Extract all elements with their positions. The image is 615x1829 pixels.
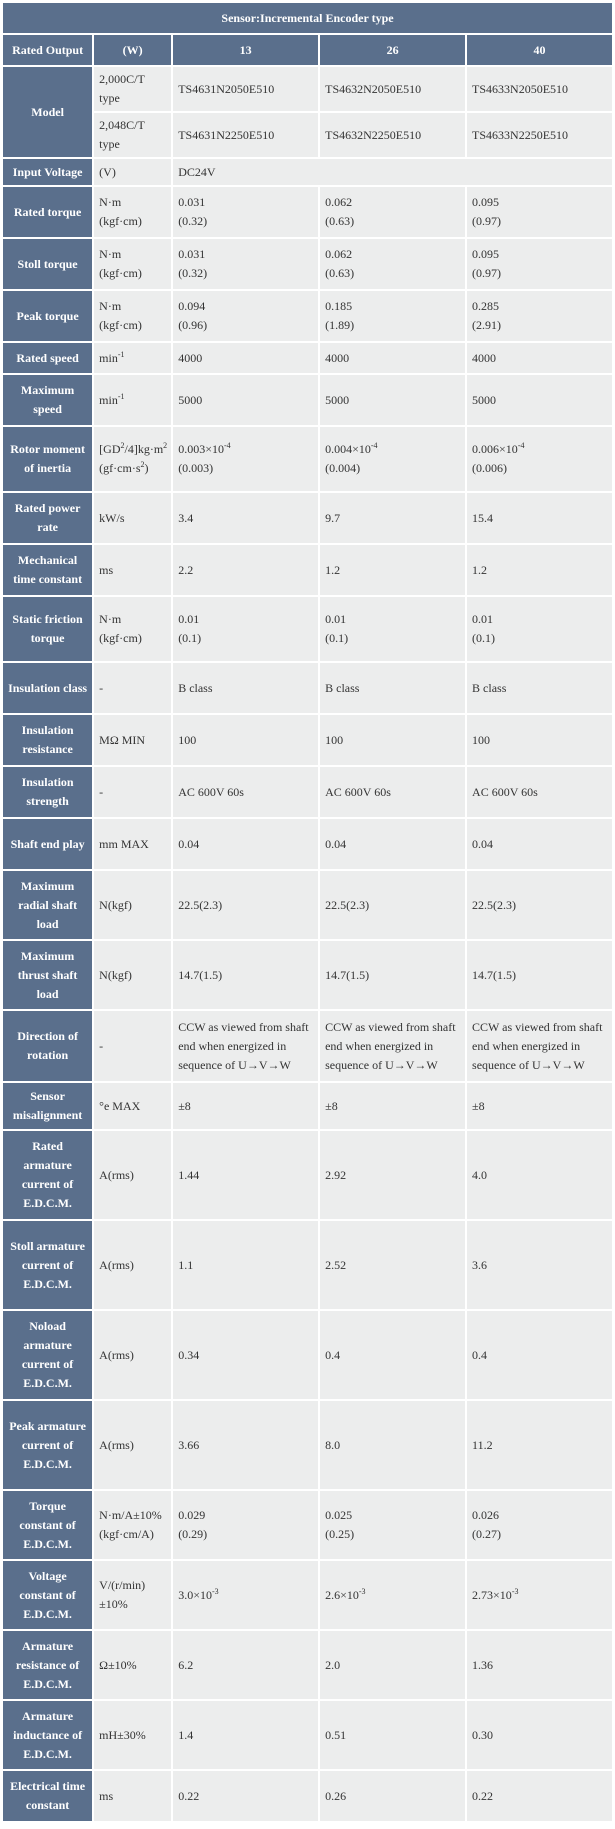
voltage-const-row (3, 1561, 612, 1629)
arm-inductance-row (3, 1701, 612, 1769)
ins-resistance-unit: MΩ MIN (94, 715, 171, 765)
header-col-26: 26 (320, 35, 465, 65)
rated-torque-label: Rated torque (3, 187, 92, 237)
rated-speed-26: 4000 (320, 343, 465, 373)
voltage-const-40: $2.73\times 10^{-3}$ (467, 1561, 612, 1629)
peak-torque-row (3, 291, 612, 341)
sensor-mis-13: ±8 (173, 1083, 318, 1129)
rated-speed-row (3, 343, 612, 373)
noload-current-label: Noload armature current of E.D.C.M. (3, 1311, 92, 1399)
rotation-13: CCW as viewed from shaft end when energized in sequence of U→V→W (173, 1011, 318, 1081)
ins-class-13: B class (173, 663, 318, 713)
ins-class-label: Insulation class (3, 663, 92, 713)
rated-speed-13: 4000 (173, 343, 318, 373)
rotor-inertia-40: $0.006\times 10^{-4}$ (0.006) (467, 427, 612, 491)
model-2048-40: TS4633N2250E510 (467, 113, 612, 157)
torque-const-label: Torque constant of E.D.C.M. (3, 1491, 92, 1559)
shaft-end-play-26: 0.04 (320, 819, 465, 869)
rotation-row (3, 1011, 612, 1081)
model-2048-13: TS4631N2250E510 (173, 113, 318, 157)
rated-torque-unit: N·m (kgf·cm) (94, 187, 171, 237)
shaft-end-play-13: 0.04 (173, 819, 318, 869)
rotation-40: CCW as viewed from shaft end when energized in sequence of U→V→W (467, 1011, 612, 1081)
thrust-load-26: 14.7(1.5) (320, 941, 465, 1009)
model-2000-40: TS4633N2050E510 (467, 67, 612, 111)
noload-current-40: 0.4 (467, 1311, 612, 1399)
model-unit-2048: 2,048C/T type (94, 113, 171, 157)
mech-time-unit: ms (94, 545, 171, 595)
radial-load-13: 22.5(2.3) (173, 871, 318, 939)
static-friction-unit: N·m (kgf·cm) (94, 597, 171, 661)
voltage-const-unit: V/(r/min) ±10% (94, 1561, 171, 1629)
radial-load-26: 22.5(2.3) (320, 871, 465, 939)
header-col-13: 13 (173, 35, 318, 65)
arm-resistance-label: Armature resistance of E.D.C.M. (3, 1631, 92, 1699)
peak-current-label: Peak armature current of E.D.C.M. (3, 1401, 92, 1489)
ins-class-row (3, 663, 612, 713)
shaft-end-play-row (3, 819, 612, 869)
rotor-inertia-row (3, 427, 612, 491)
input-voltage-value: DC24V (173, 159, 612, 185)
stoll-current-row (3, 1221, 612, 1309)
power-rate-unit: kW/s (94, 493, 171, 543)
thrust-load-40: 14.7(1.5) (467, 941, 612, 1009)
noload-current-unit: A(rms) (94, 1311, 171, 1399)
mech-time-label: Mechanical time constant (3, 545, 92, 595)
arm-resistance-40: 1.36 (467, 1631, 612, 1699)
stoll-torque-label: Stoll torque (3, 239, 92, 289)
static-friction-label: Static friction torque (3, 597, 92, 661)
elec-time-label: Electrical time constant (3, 1771, 92, 1821)
peak-current-26: 8.0 (320, 1401, 465, 1489)
thrust-load-row (3, 941, 612, 1009)
ins-strength-label: Insulation strength (3, 767, 92, 817)
mech-time-13: 2.2 (173, 545, 318, 595)
elec-time-row (3, 1771, 612, 1821)
rated-speed-unit: $\min^{-1}$ (94, 343, 171, 373)
elec-time-40: 0.22 (467, 1771, 612, 1821)
arm-inductance-13: 1.4 (173, 1701, 318, 1769)
mech-time-26: 1.2 (320, 545, 465, 595)
torque-const-unit: N·m/A±10% (kgf·cm/A) (94, 1491, 171, 1559)
ins-resistance-26: 100 (320, 715, 465, 765)
peak-torque-unit: N·m (kgf·cm) (94, 291, 171, 341)
ins-resistance-13: 100 (173, 715, 318, 765)
model-2000-13: TS4631N2050E510 (173, 67, 318, 111)
header-col-40: 40 (467, 35, 612, 65)
rated-speed-label: Rated speed (3, 343, 92, 373)
ins-strength-13: AC 600V 60s (173, 767, 318, 817)
static-friction-40: 0.01 (0.1) (467, 597, 612, 661)
sensor-mis-label: Sensor misalignment (3, 1083, 92, 1129)
sensor-mis-26: ±8 (320, 1083, 465, 1129)
arm-resistance-13: 6.2 (173, 1631, 318, 1699)
input-voltage-row (3, 159, 612, 185)
ins-class-26: B class (320, 663, 465, 713)
input-voltage-label: Input Voltage (3, 159, 92, 185)
noload-current-row (3, 1311, 612, 1399)
peak-current-40: 11.2 (467, 1401, 612, 1489)
static-friction-row (3, 597, 612, 661)
rated-torque-row (3, 187, 612, 237)
voltage-const-13: $3.0\times 10^{-3}$ (173, 1561, 318, 1629)
peak-torque-label: Peak torque (3, 291, 92, 341)
ins-strength-40: AC 600V 60s (467, 767, 612, 817)
power-rate-label: Rated power rate (3, 493, 92, 543)
ins-class-40: B class (467, 663, 612, 713)
model-2000-26: TS4632N2050E510 (320, 67, 465, 111)
ins-resistance-40: 100 (467, 715, 612, 765)
radial-load-row (3, 871, 612, 939)
arm-resistance-row (3, 1631, 612, 1699)
model-unit-2000: 2,000C/T type (94, 67, 171, 111)
rotor-inertia-unit: $[GD^2/4]kg\cdot m^2$ $(gf\cdot cm\cdot s^2)$ (94, 427, 171, 491)
model-row-1 (3, 67, 612, 111)
torque-const-row (3, 1491, 612, 1559)
voltage-const-26: $2.6\times 10^{-3}$ (320, 1561, 465, 1629)
max-speed-13: 5000 (173, 375, 318, 425)
power-rate-13: 3.4 (173, 493, 318, 543)
thrust-load-label: Maximum thrust shaft load (3, 941, 92, 1009)
header-rated-output: Rated Output (3, 35, 92, 65)
stoll-current-label: Stoll armature current of E.D.C.M. (3, 1221, 92, 1309)
ins-resistance-label: Insulation resistance (3, 715, 92, 765)
sensor-mis-40: ±8 (467, 1083, 612, 1129)
stoll-current-13: 1.1 (173, 1221, 318, 1309)
rotation-26: CCW as viewed from shaft end when energized in sequence of U→V→W (320, 1011, 465, 1081)
ins-strength-row (3, 767, 612, 817)
arm-inductance-label: Armature inductance of E.D.C.M. (3, 1701, 92, 1769)
peak-torque-40: 0.285 (2.91) (467, 291, 612, 341)
header-row (3, 35, 612, 65)
peak-current-13: 3.66 (173, 1401, 318, 1489)
spec-table (1, 1, 614, 1823)
rated-current-row (3, 1131, 612, 1219)
peak-torque-26: 0.185 (1.89) (320, 291, 465, 341)
table-title: Sensor:Incremental Encoder type (3, 3, 612, 33)
mech-time-40: 1.2 (467, 545, 612, 595)
ins-class-unit: - (94, 663, 171, 713)
rated-current-label: Rated armature current of E.D.C.M. (3, 1131, 92, 1219)
stoll-torque-26: 0.062 (0.63) (320, 239, 465, 289)
ins-resistance-row (3, 715, 612, 765)
shaft-end-play-unit: mm MAX (94, 819, 171, 869)
arm-inductance-40: 0.30 (467, 1701, 612, 1769)
voltage-const-label: Voltage constant of E.D.C.M. (3, 1561, 92, 1629)
power-rate-row (3, 493, 612, 543)
rotor-inertia-26: $0.004\times 10^{-4}$ (0.004) (320, 427, 465, 491)
static-friction-26: 0.01 (0.1) (320, 597, 465, 661)
elec-time-unit: ms (94, 1771, 171, 1821)
arm-resistance-unit: Ω±10% (94, 1631, 171, 1699)
model-row-2 (3, 113, 612, 157)
static-friction-13: 0.01 (0.1) (173, 597, 318, 661)
power-rate-40: 15.4 (467, 493, 612, 543)
rated-current-13: 1.44 (173, 1131, 318, 1219)
thrust-load-13: 14.7(1.5) (173, 941, 318, 1009)
torque-const-13: 0.029 (0.29) (173, 1491, 318, 1559)
noload-current-13: 0.34 (173, 1311, 318, 1399)
stoll-current-unit: A(rms) (94, 1221, 171, 1309)
mech-time-row (3, 545, 612, 595)
ins-strength-unit: - (94, 767, 171, 817)
peak-current-row (3, 1401, 612, 1489)
rated-current-unit: A(rms) (94, 1131, 171, 1219)
rotor-inertia-label: Rotor moment of inertia (3, 427, 92, 491)
max-speed-label: Maximum speed (3, 375, 92, 425)
rated-speed-40: 4000 (467, 343, 612, 373)
power-rate-26: 9.7 (320, 493, 465, 543)
stoll-torque-unit: N·m (kgf·cm) (94, 239, 171, 289)
noload-current-26: 0.4 (320, 1311, 465, 1399)
elec-time-26: 0.26 (320, 1771, 465, 1821)
stoll-current-40: 3.6 (467, 1221, 612, 1309)
peak-current-unit: A(rms) (94, 1401, 171, 1489)
sensor-mis-unit: °e MAX (94, 1083, 171, 1129)
sensor-mis-row (3, 1083, 612, 1129)
max-speed-40: 5000 (467, 375, 612, 425)
rotation-label: Direction of rotation (3, 1011, 92, 1081)
shaft-end-play-40: 0.04 (467, 819, 612, 869)
arm-inductance-unit: mH±30% (94, 1701, 171, 1769)
model-label: Model (3, 67, 92, 157)
elec-time-13: 0.22 (173, 1771, 318, 1821)
rated-torque-40: 0.095 (0.97) (467, 187, 612, 237)
title-row (3, 3, 612, 33)
rated-torque-13: 0.031 (0.32) (173, 187, 318, 237)
radial-load-unit: N(kgf) (94, 871, 171, 939)
radial-load-40: 22.5(2.3) (467, 871, 612, 939)
arm-inductance-26: 0.51 (320, 1701, 465, 1769)
rotor-inertia-13: $0.003\times 10^{-4}$ (0.003) (173, 427, 318, 491)
rated-current-40: 4.0 (467, 1131, 612, 1219)
shaft-end-play-label: Shaft end play (3, 819, 92, 869)
torque-const-26: 0.025 (0.25) (320, 1491, 465, 1559)
rated-current-26: 2.92 (320, 1131, 465, 1219)
model-2048-26: TS4632N2250E510 (320, 113, 465, 157)
stoll-torque-13: 0.031 (0.32) (173, 239, 318, 289)
input-voltage-unit: (V) (94, 159, 171, 185)
thrust-load-unit: N(kgf) (94, 941, 171, 1009)
ins-strength-26: AC 600V 60s (320, 767, 465, 817)
stoll-current-26: 2.52 (320, 1221, 465, 1309)
stoll-torque-row (3, 239, 612, 289)
torque-const-40: 0.026 (0.27) (467, 1491, 612, 1559)
max-speed-26: 5000 (320, 375, 465, 425)
max-speed-unit: $\min^{-1}$ (94, 375, 171, 425)
header-unit: (W) (94, 35, 171, 65)
rated-torque-26: 0.062 (0.63) (320, 187, 465, 237)
radial-load-label: Maximum radial shaft load (3, 871, 92, 939)
rotation-unit: - (94, 1011, 171, 1081)
stoll-torque-40: 0.095 (0.97) (467, 239, 612, 289)
max-speed-row (3, 375, 612, 425)
peak-torque-13: 0.094 (0.96) (173, 291, 318, 341)
arm-resistance-26: 2.0 (320, 1631, 465, 1699)
